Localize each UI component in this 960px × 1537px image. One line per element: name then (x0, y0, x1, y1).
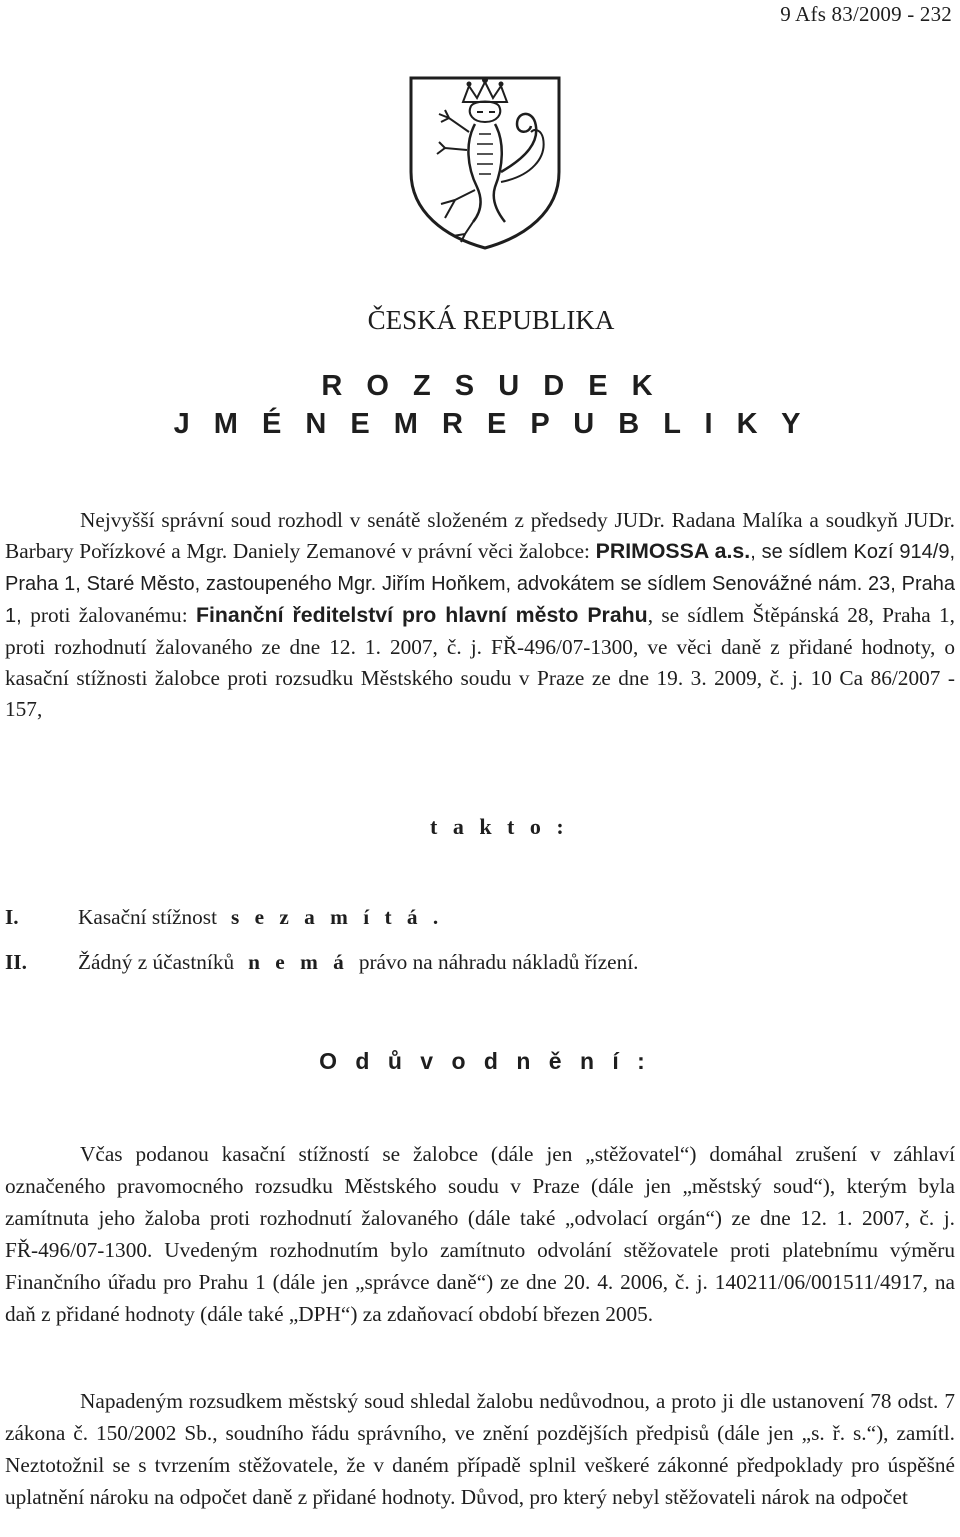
in-name-of-republic-title: J M É N E M R E P U B L I K Y (173, 408, 809, 440)
verdict-item-1 (5, 905, 453, 930)
verdict-text-tail: právo na náhradu nákladů řízení. (358, 950, 639, 974)
czech-state-emblem-icon (405, 72, 565, 252)
reasoning-paragraph-1: Včas podanou kasační stížností se žalobce (dále jen „stěžovatel“) domáhal zrušení v záhlaví označeného pravomocného rozsudku Městského soudu v Praze (dále jen „městský soud“), kterým byla zamítnuta jeho žaloba proti rozhodnutí žalovaného (dále také „odvolací orgán“) ze dne 12. 1. 2007, č. j. FŘ-496/07-1300. Uvedeným rozhodnutím bylo zamítnuto odvolání stěžovatele proti platebnímu výměru Finančního úřadu pro Prahu 1 (dále jen „správce daně“) ze dne 20. 4. 2006, č. j. 140211/06/001511/4917, na daň z přidané hodnoty (dále také „DPH“) za zdaňovací období březen 2005. (5, 1142, 955, 1326)
verdict-number: II. (5, 950, 27, 974)
intro-text-2: , se sídlem Kozí 914/9, Praha 1, Staré Město, zastoupeného Mgr. Jiřím Hoňkem, advokátem se sídlem Senovážné nám. 23, Praha 1, (5, 541, 955, 627)
plaintiff-name: PRIMOSSA a.s. (595, 539, 751, 563)
verdict-text: Kasační stížnost (78, 905, 217, 929)
intro-text-4: , se sídlem Štěpánská 28, Praha 1, proti rozhodnutí žalovaného ze dne 12. 1. 2007, č. j. FŘ-496/07-1300, ve věci daně z přidané hodnoty, o kasační stížnosti žalobce proti rozsudku Městského soudu v Praze ze dne 19. 3. 2009, č. j. 10 Ca 86/2007 - 157, (5, 603, 955, 721)
decision-heading: t a k t o : (430, 814, 569, 839)
verdict-text: Žádný z účastníků (78, 950, 235, 974)
reasoning-paragraph-2: Napadeným rozsudkem městský soud shledal žalobu nedůvodnou, a proto ji dle ustanovení 78 odst. 7 zákona č. 150/2002 Sb., soudního řádu správního, ve znění pozdějších předpisů (dále jen „s. ř. s.“), zamítl. Neztotožnil se s tvrzením stěžovatele, že v daném případě splnil veškeré zákonné předpoklady pro úspěšné uplatnění nároku na odpočet daně z přidané hodnoty. Důvod, pro který nebyl stěžovateli nárok na odpočet (5, 1389, 955, 1509)
verdict-emphasis: s e z a m í t á . (231, 905, 444, 929)
defendant-name: Finanční ředitelství pro hlavní město Prahu (195, 603, 648, 627)
reasoning-heading: O d ů v o d n ě n í : (319, 1048, 651, 1074)
intro-text-3: proti žalovanému: (30, 603, 196, 627)
case-number: 9 Afs 83/2009 - 232 (780, 2, 952, 26)
verdict-emphasis: n e m á (248, 950, 349, 974)
country-heading: ČESKÁ REPUBLIKA (367, 305, 615, 335)
verdict-item-2 (5, 950, 639, 975)
intro-text-1: Nejvyšší správní soud rozhodl v senátě složeném z předsedy JUDr. Radana Malíka a soudkyň JUDr. Barbary Pořízkové a Mgr. Daniely Zemanové v právní věci žalobce: (5, 508, 955, 563)
verdict-number: I. (5, 905, 19, 929)
judgment-title: R O Z S U D E K (321, 370, 661, 402)
intro-paragraph (5, 505, 955, 725)
